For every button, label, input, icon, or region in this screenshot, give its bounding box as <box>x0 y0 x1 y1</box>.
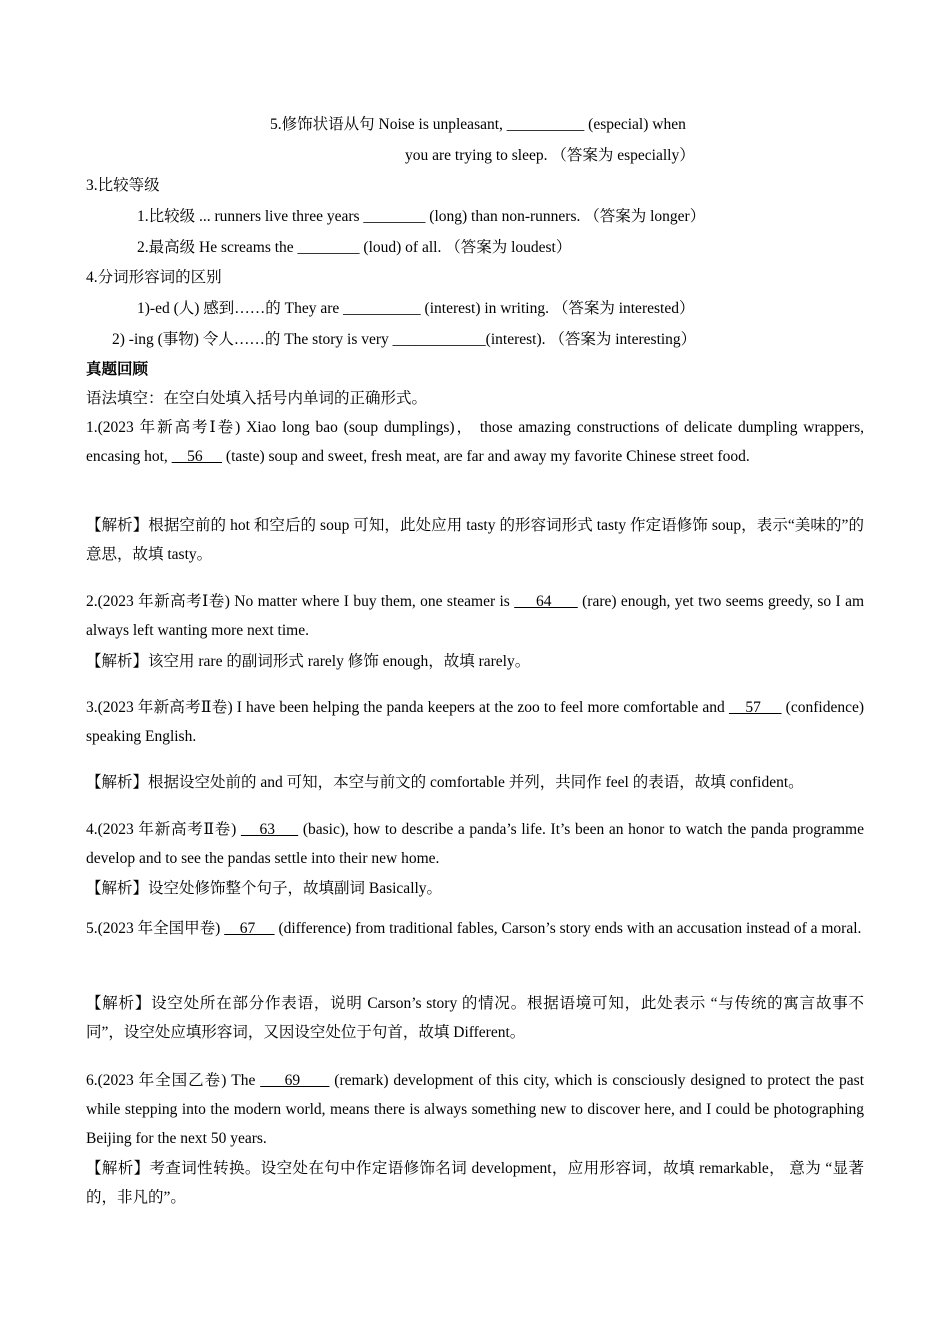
question-6 <box>86 1066 864 1153</box>
comparison-item-1: 1.比较级 ... runners live three years ________ (long) than non-runners. （答案为 longer） <box>137 208 706 225</box>
grammar-item-5-line2: you are trying to sleep. （答案为 especially） <box>405 147 695 164</box>
comparison-item-2: 2.最高级 He screams the ________ (loud) of all. （答案为 loudest） <box>137 239 572 256</box>
review-title: 真题回顾 <box>86 361 149 378</box>
question-2-pre: 2.(2023 年新高考Ⅰ卷) No matter where I buy them, one steamer is <box>86 593 515 610</box>
review-instruction: 语法填空：在空白处填入括号内单词的正确形式。 <box>86 390 428 407</box>
question-5 <box>86 914 864 943</box>
question-4-blank: 63 <box>240 821 299 838</box>
question-4-pre: 4.(2023 年新高考Ⅱ卷) <box>86 821 241 838</box>
participle-item-2: 2) -ing (事物) 令人……的 The story is very ____________(interest). （答案为 interesting） <box>112 331 697 348</box>
question-1-analysis: 【解析】根据空前的 hot 和空后的 soup 可知，此处应用 tasty 的形容词形式 tasty 作定语修饰 soup，表示“美味的”的意思，故填 tasty。 <box>86 517 864 563</box>
question-2-post: (rare) enough, yet two seems greedy, so I am always left wanting more next time. <box>86 593 865 639</box>
question-5-blank: 67 <box>224 920 275 937</box>
question-3-blank: 57 <box>728 699 782 716</box>
question-1 <box>86 413 864 471</box>
grammar-item-5-line1: 5.修饰状语从句 Noise is unpleasant, __________ (especial) when <box>270 116 686 133</box>
question-6-analysis: 【解析】考查词性转换。设空处在句中作定语修饰名词 development，应用形容词，故填 remarkable， 意为 “显著的，非凡的”。 <box>86 1160 864 1206</box>
question-5-post: (difference) from traditional fables, Carson’s story ends with an accusation instead of a moral. <box>274 920 862 937</box>
question-5-analysis: 【解析】设空处所在部分作表语，说明 Carson’s story 的情况。根据语境可知，此处表示 “与传统的寓言故事不同”，设空处应填形容词，又因设空处位于句首，故填 Different。 <box>86 995 864 1041</box>
question-3-post: (confidence) speaking English. <box>86 699 864 745</box>
question-6-blank: 69 <box>260 1072 330 1089</box>
question-3-pre: 3.(2023 年新高考Ⅱ卷) I have been helping the panda keepers at the zoo to feel more comfortable and <box>86 699 729 716</box>
question-2 <box>86 587 864 645</box>
participle-heading: 4.分词形容词的区别 <box>86 269 222 286</box>
question-1-pre: 1.(2023 年新高考Ⅰ卷) Xiao long bao (soup dumplings)， those amazing constructions of delicate dumpling wrappers, encasing hot, <box>86 419 864 465</box>
question-1-post: (taste) soup and sweet, fresh meat, are far and away my favorite Chinese street food. <box>222 448 750 465</box>
question-4-post: (basic), how to describe a panda’s life. It’s been an honor to watch the panda programme develop and to see the pandas settle into their new home. <box>86 821 864 867</box>
question-1-blank: 56 <box>171 448 223 465</box>
question-6-post: (remark) development of this city, which is consciously designed to protect the past while stepping into the modern world, means there is always something new to discover here, and I could be photographing Beijing for the next 50 years. <box>86 1072 865 1147</box>
comparison-heading: 3.比较等级 <box>86 177 160 194</box>
question-3 <box>86 693 864 751</box>
question-5-pre: 5.(2023 年全国甲卷) <box>86 920 225 937</box>
question-6-pre: 6.(2023 年全国乙卷) The <box>86 1072 261 1089</box>
question-4 <box>86 815 864 873</box>
question-3-analysis: 【解析】根据设空处前的 and 可知，本空与前文的 comfortable 并列，共同作 feel 的表语，故填 confident。 <box>86 774 804 791</box>
question-2-blank: 64 <box>514 593 578 610</box>
participle-item-1: 1)-ed (人) 感到……的 They are __________ (interest) in writing. （答案为 interested） <box>137 300 695 317</box>
question-4-analysis: 【解析】设空处修饰整个句子，故填副词 Basically。 <box>86 880 443 897</box>
question-2-analysis: 【解析】该空用 rare 的副词形式 rarely 修饰 enough，故填 rarely。 <box>86 653 531 670</box>
